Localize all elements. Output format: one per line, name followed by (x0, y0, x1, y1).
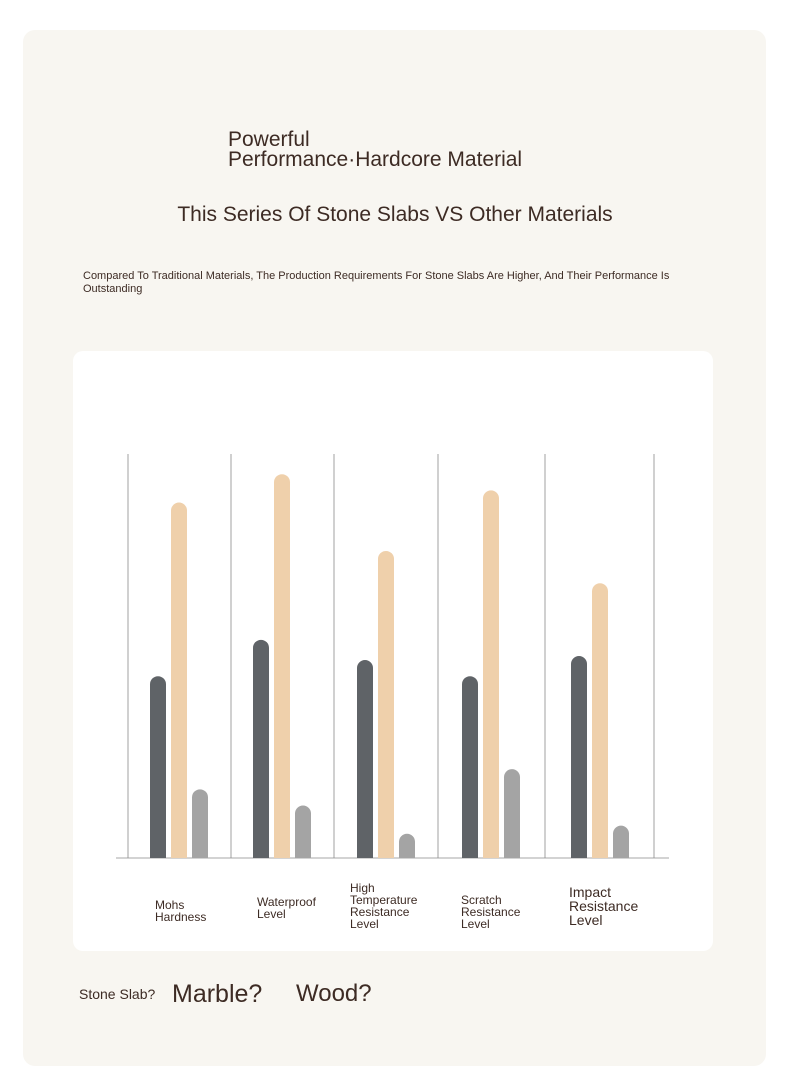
category-label-2-line-2: Resistance (350, 905, 410, 919)
category-label-1-line-0: Waterproof (257, 895, 316, 909)
bar-series1-3 (462, 676, 478, 858)
bar-series3-2 (399, 834, 415, 858)
bar-series2-3 (483, 490, 499, 858)
category-label-3 (461, 894, 520, 930)
category-label-3-line-2: Level (461, 917, 490, 931)
category-label-1 (257, 896, 316, 920)
bar-series2-2 (378, 551, 394, 858)
bar-series3-3 (504, 769, 520, 858)
headline-line-2: Performance·Hardcore Material (228, 148, 523, 171)
headline (228, 130, 568, 170)
category-label-4-line-1: Resistance (569, 898, 639, 914)
bar-series3-1 (295, 805, 311, 858)
category-label-2-line-1: Temperature (350, 893, 418, 907)
bar-series3-0 (192, 789, 208, 858)
bar-series2-4 (592, 583, 608, 858)
material-wood: Wood? (296, 980, 372, 1007)
bar-series3-4 (613, 826, 629, 858)
description-text: Compared To Traditional Materials, The Production Requirements For Stone Slabs Are Higher, And Their Performance Is Outstanding (83, 270, 670, 295)
category-label-2-line-0: High (350, 881, 375, 895)
bar-series2-1 (274, 474, 290, 858)
headline-line-1: Powerful (228, 128, 310, 151)
material-stone-slab: Stone Slab? (79, 986, 156, 1002)
bar-series1-4 (571, 656, 587, 858)
chart-card (73, 351, 713, 951)
category-label-2 (350, 882, 417, 930)
material-marble: Marble? (172, 980, 263, 1008)
chart-subtitle: This Series Of Stone Slabs VS Other Materials (177, 203, 613, 226)
bar-series1-0 (150, 676, 166, 858)
category-label-3-line-0: Scratch (461, 893, 502, 907)
category-label-0 (155, 899, 206, 923)
category-label-3-line-1: Resistance (461, 905, 521, 919)
category-label-4 (569, 885, 638, 927)
category-label-1-line-1: Level (257, 907, 286, 921)
bar-series1-1 (253, 640, 269, 858)
category-label-4-line-0: Impact (569, 884, 612, 900)
bar-series1-2 (357, 660, 373, 858)
category-label-0-line-0: Mohs (155, 898, 185, 912)
bar-chart (73, 351, 713, 951)
category-label-2-line-3: Level (350, 917, 379, 931)
category-label-0-line-1: Hardness (155, 910, 207, 924)
category-label-4-line-2: Level (569, 912, 603, 928)
bar-series2-0 (171, 502, 187, 858)
